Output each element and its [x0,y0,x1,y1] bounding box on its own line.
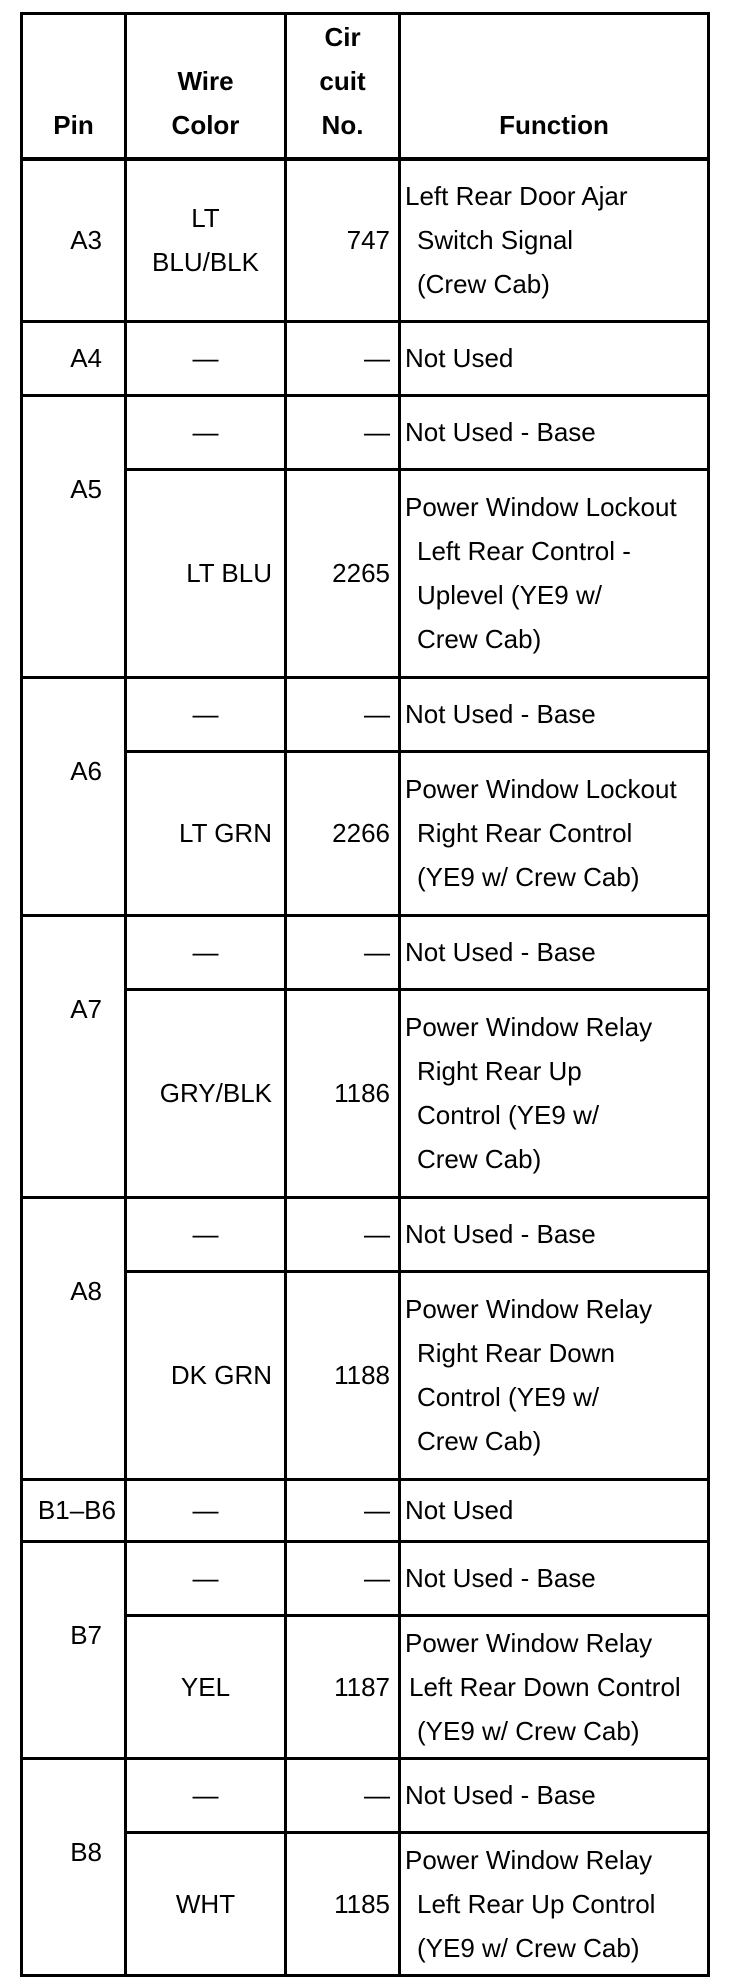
wire-color-cell: DK GRN [126,1271,286,1479]
pin-cell: B7 [22,1541,126,1758]
header-pin: Pin [22,14,126,160]
pin-cell: B8 [22,1758,126,1975]
header-row [22,14,709,160]
function-cell: Not Used - Base [400,1758,709,1832]
function-cell: Power Window Lockout Right Rear Control (YE9 w/ Crew Cab) [400,751,709,915]
table-row [22,751,709,915]
function-cell: Not Used [400,1479,709,1541]
table-row [22,677,709,751]
wire-color-cell: LT BLU/BLK [126,159,286,321]
table-row [22,1197,709,1271]
header-function: Function [400,14,709,160]
connector-pinout-table [20,12,710,1977]
pin-cell: A5 [22,395,126,677]
function-cell: Not Used - Base [400,1197,709,1271]
wire-color-cell: — [126,915,286,989]
function-cell: Not Used - Base [400,1541,709,1615]
circuit-cell: 2265 [286,469,400,677]
table-row [22,1615,709,1758]
table-row [22,395,709,469]
table-row [22,1832,709,1975]
wire-color-cell: LT BLU [126,469,286,677]
table-row [22,915,709,989]
function-cell: Power Window Relay Left Rear Down Control (YE9 w/ Crew Cab) [400,1615,709,1758]
circuit-cell: 1187 [286,1615,400,1758]
circuit-cell: — [286,915,400,989]
pin-cell: A6 [22,677,126,915]
header-circuit-no: Cir cuit No. [286,14,400,160]
circuit-cell: 2266 [286,751,400,915]
circuit-cell: — [286,1541,400,1615]
circuit-cell: 1186 [286,989,400,1197]
table-row [22,1479,709,1541]
table-row [22,469,709,677]
function-cell: Not Used - Base [400,915,709,989]
pin-cell: A4 [22,321,126,395]
function-cell: Not Used - Base [400,395,709,469]
table-row [22,989,709,1197]
wire-color-cell: — [126,677,286,751]
wire-color-cell: LT GRN [126,751,286,915]
circuit-cell: — [286,1758,400,1832]
table-row [22,159,709,321]
function-cell: Power Window Relay Left Rear Up Control (YE9 w/ Crew Cab) [400,1832,709,1975]
circuit-cell: 1185 [286,1832,400,1975]
wire-color-cell: — [126,1758,286,1832]
function-cell: Not Used [400,321,709,395]
circuit-cell: — [286,1479,400,1541]
wire-color-cell: — [126,395,286,469]
function-cell: Power Window Lockout Left Rear Control - Uplevel (YE9 w/ Crew Cab) [400,469,709,677]
function-cell: Left Rear Door Ajar Switch Signal (Crew Cab) [400,159,709,321]
wire-color-cell: — [126,1197,286,1271]
circuit-cell: 747 [286,159,400,321]
pin-cell: A7 [22,915,126,1197]
circuit-cell: — [286,677,400,751]
wire-color-cell: — [126,1541,286,1615]
pin-cell: A3 [22,159,126,321]
wire-color-cell: WHT [126,1832,286,1975]
header-wire-color: Wire Color [126,14,286,160]
circuit-cell: — [286,321,400,395]
function-cell: Not Used - Base [400,677,709,751]
wire-color-cell: — [126,321,286,395]
table-row [22,1271,709,1479]
table-row [22,321,709,395]
table-row [22,1541,709,1615]
wire-color-cell: GRY/BLK [126,989,286,1197]
wire-color-cell: — [126,1479,286,1541]
function-cell: Power Window Relay Right Rear Down Control (YE9 w/ Crew Cab) [400,1271,709,1479]
table-row [22,1758,709,1832]
wire-color-cell: YEL [126,1615,286,1758]
function-cell: Power Window Relay Right Rear Up Control (YE9 w/ Crew Cab) [400,989,709,1197]
circuit-cell: — [286,395,400,469]
pin-cell: B1–B6 [22,1479,126,1541]
pin-cell: A8 [22,1197,126,1479]
circuit-cell: 1188 [286,1271,400,1479]
circuit-cell: — [286,1197,400,1271]
